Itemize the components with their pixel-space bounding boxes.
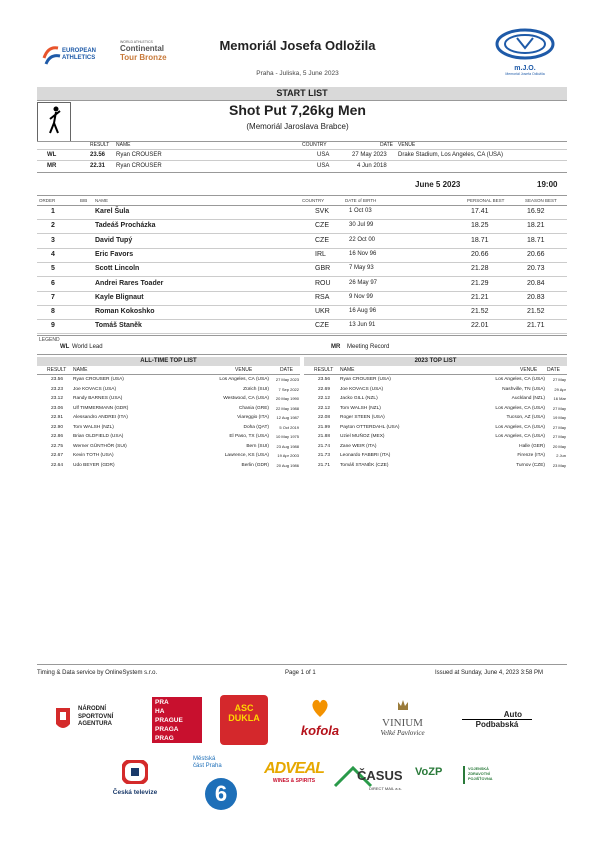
toplist-row (37, 423, 300, 433)
toplist-venue: Los Angeles, CA (USA) (495, 405, 545, 411)
athlete-dob: 7 May 93 (349, 265, 374, 272)
page-title: Memoriál Josefa Odložila (219, 38, 376, 53)
toplist-name: Roger STEEN (USA) (340, 415, 385, 420)
toplist-date: 27 May 2023 (275, 377, 299, 382)
ceska-televize-logo (105, 760, 165, 800)
toplist-date: 27 May (552, 405, 566, 411)
legend-wl-code: WL (60, 344, 70, 350)
toplist-result: 22.64 (51, 462, 64, 468)
toplist-result: 21.73 (318, 453, 331, 458)
toplist-result: 22.75 (51, 443, 64, 449)
toplist-result: 22.69 (318, 386, 331, 392)
toplist-date: 29 Apr (554, 386, 566, 392)
record-name: Ryan CROUSER (116, 152, 162, 158)
praha-logo (152, 697, 202, 743)
athlete-name: David Tupý (95, 236, 133, 244)
yeartop-rows (304, 375, 567, 470)
toplist-venue: Zürich (SUI) (243, 386, 269, 392)
col-bib: BIB (80, 198, 88, 203)
col-country: COUNTRY (302, 198, 325, 203)
alltime-header-venue: VENUE (235, 367, 253, 373)
toplist-name: Zane WEIR (ITA) (340, 443, 377, 449)
lion-icon (52, 704, 74, 734)
asc-text: ASC (234, 703, 254, 713)
toplist-row (304, 394, 567, 404)
athlete-pb: 21.28 (471, 265, 489, 273)
toplist-venue: Los Angeles, CA (USA) (495, 424, 545, 430)
toplist-result: 22.90 (51, 424, 64, 430)
toplist-row (37, 451, 300, 461)
athlete-country: IRL (315, 250, 326, 258)
athlete-dob: 26 May 97 (349, 279, 378, 286)
toplist-row (37, 461, 300, 471)
toplist-venue: Bern (SUI) (246, 443, 269, 449)
record-result: 23.56 (90, 152, 106, 158)
toplist-name: Tom WALSH (NZL) (340, 405, 381, 411)
athlete-row (37, 277, 567, 292)
vinium-text: VINIUM (382, 717, 423, 729)
record-country: USA (317, 163, 330, 169)
praha-line-4: PRAGA (155, 726, 179, 733)
footer-issued: Issued at Sunday, June 4, 2023 3:58 PM (435, 670, 543, 676)
athlete-row (37, 291, 567, 306)
toplist-date: 22 May 1988 (275, 405, 299, 411)
records-header-country: COUNTRY (302, 142, 327, 148)
adveal-text: ADVEAL (264, 760, 324, 777)
vinium-logo (365, 698, 440, 742)
athlete-pb: 18.71 (471, 236, 489, 244)
toplist-date: 27 May (552, 434, 566, 439)
toplist-venue: Auckland (NZL) (511, 396, 545, 401)
athlete-sb: 21.52 (527, 308, 545, 316)
toplist-venue: Lawrence, KS (USA) (224, 453, 269, 458)
toplist-row (37, 375, 300, 385)
yeartop-header-result: RESULT (314, 367, 334, 373)
toplist-name: Tom WALSH (NZL) (73, 424, 114, 430)
toplist-row (304, 423, 567, 433)
toplist-date: 20 May 1990 (275, 396, 299, 401)
athlete-country: GBR (315, 265, 331, 273)
athlete-sb: 20.66 (527, 250, 545, 258)
athlete-sb: 16.92 (527, 208, 545, 215)
ea-logo-text: EUROPEAN ATHLETICS (62, 48, 97, 61)
toplist-name: Uziel MUÑOZ (MEX) (340, 434, 385, 439)
kofola-text: kofola (300, 723, 340, 738)
legend-mr-code: MR (331, 344, 341, 350)
toplist-venue: Doha (QAT) (243, 424, 269, 430)
athlete-order: 1 (51, 208, 55, 215)
mjo-sub-text: Memoriál Josefa Odložila (505, 72, 545, 76)
toplist-date: 7 Sep 2022 (278, 386, 299, 392)
toplist-result: 21.74 (318, 443, 331, 449)
athlete-name: Tadeáš Procházka (95, 222, 156, 230)
alltime-title: ALL-TIME TOP LIST (37, 357, 300, 366)
toplist-date: 27 May (552, 377, 566, 382)
toplist-row (37, 385, 300, 395)
toplist-date: 27 May (552, 424, 566, 430)
toplist-name: Udo BEYER (GDR) (73, 462, 115, 468)
toplist-name: Ryan CROUSER (USA) (340, 377, 391, 382)
toplist-row (304, 442, 567, 452)
athlete-country: CZE (315, 322, 329, 330)
athlete-sb: 20.84 (527, 279, 545, 287)
asc-dukla-logo (220, 695, 268, 745)
athlete-order: 4 (51, 250, 55, 258)
toplist-venue: Los Angeles, CA (USA) (495, 377, 545, 382)
athlete-order: 9 (51, 322, 55, 330)
dukla-text: DUKLA (228, 713, 260, 723)
toplist-name: Joe KOVACS (USA) (340, 386, 384, 392)
yeartop-header-date: DATE (547, 367, 560, 373)
athlete-name: Kayle Blignaut (95, 293, 144, 301)
yeartop-title: 2023 TOP LIST (304, 357, 567, 366)
toplist-result: 23.12 (51, 396, 64, 401)
praha6-number: 6 (205, 778, 237, 810)
toplist-result: 22.12 (318, 405, 331, 411)
vozp-sub-text: VOJENSKÁ ZDRAVOTNÍ POJIŠŤOVNA (468, 767, 493, 781)
col-pb: PERSONAL BEST (467, 198, 505, 203)
toplist-result: 23.56 (318, 377, 331, 382)
toplist-result: 22.12 (318, 396, 331, 401)
praha-line-2: HA (155, 708, 165, 715)
casus-sub-text: DIRECT MAIL a.s. (369, 786, 402, 791)
toplist-venue: Westwood, CA (USA) (223, 396, 269, 401)
record-type: WL (47, 152, 57, 158)
toplist-result: 22.86 (51, 434, 64, 439)
toplist-result: 21.99 (318, 424, 331, 430)
praha6-logo (193, 756, 243, 812)
toplist-row (304, 461, 567, 471)
records-header-date: DATE (380, 142, 393, 148)
toplist-name: Ryan CROUSER (USA) (73, 377, 124, 382)
toplist-row (37, 432, 300, 442)
athlete-row (37, 262, 567, 277)
athlete-country: RSA (315, 293, 330, 301)
athlete-order: 2 (51, 222, 55, 230)
toplist-date: 20 May (552, 443, 566, 449)
adveal-sub-text: WINES & SPIRITS (272, 778, 316, 784)
col-sb: SEASON BEST (525, 198, 557, 203)
toplist-venue: Viareggio (ITA) (237, 415, 269, 420)
toplist-date: 16 Mar (553, 396, 566, 401)
kofola-logo (293, 697, 347, 745)
divider (37, 100, 567, 101)
toplist-name: Joe KOVACS (USA) (73, 386, 117, 392)
alltime-header-result: RESULT (47, 367, 67, 373)
mjo-text: m.J.O. (514, 65, 536, 72)
athlete-pb: 21.29 (471, 279, 489, 287)
toplist-venue: Tucson, AZ (USA) (506, 415, 545, 420)
nsa-text: NÁRODNÍ SPORTOVNÍ AGENTURA (78, 706, 114, 727)
tour-bronze-text: Tour Bronze (120, 53, 167, 62)
toplist-row (304, 451, 567, 461)
toplist-name: Payton OTTERDAHL (USA) (340, 424, 400, 430)
vozp-text: VoZP (415, 766, 443, 778)
toplist-result: 21.88 (318, 434, 331, 439)
athlete-name: Scott Lincoln (95, 265, 140, 273)
toplist-row (37, 404, 300, 414)
casus-logo (333, 762, 405, 796)
col-name: NAME (95, 198, 109, 203)
legend (37, 335, 567, 355)
athlete-sb: 20.73 (527, 265, 545, 273)
athlete-country: CZE (315, 222, 329, 230)
athlete-country: SVK (315, 208, 330, 215)
toplist-venue: Chania (GRE) (238, 405, 269, 411)
toplist-date: 12 Aug 1987 (276, 415, 299, 420)
athlete-pb: 20.66 (471, 250, 489, 258)
athlete-order: 5 (51, 265, 55, 273)
record-row-mr (37, 160, 567, 173)
toplist-venue: Turnov (CZE) (516, 462, 545, 468)
toplist-name: Leonardo FABBRI (ITA) (340, 453, 391, 458)
toplist-row (37, 442, 300, 452)
toplist-row (304, 413, 567, 423)
athlete-name: Eric Favors (95, 250, 134, 258)
yeartop-toplist (304, 357, 567, 470)
athlete-order: 3 (51, 236, 55, 244)
alltime-header-name: NAME (73, 367, 88, 373)
toplist-name: Jacko GILL (NZL) (340, 396, 378, 401)
legend-mr-text: Meeting Record (347, 344, 390, 350)
event-date: June 5 2023 (415, 180, 461, 189)
athlete-dob: 16 Aug 96 (349, 308, 377, 315)
athlete-row (37, 319, 567, 334)
athlete-pb: 17.41 (471, 208, 489, 215)
vinium-sub-text: Velké Pavlovice (380, 729, 425, 737)
athlete-dob: 16 Nov 96 (349, 250, 377, 257)
toplist-venue: Halle (GER) (519, 443, 545, 449)
toplist-result: 23.56 (51, 377, 64, 382)
ct-text: Česká televize (112, 789, 158, 796)
toplist-venue: Berlin (GDR) (241, 462, 269, 468)
toplist-date: 23 May (552, 462, 566, 468)
toplist-result: 22.67 (51, 453, 64, 458)
toplist-row (304, 375, 567, 385)
athlete-row (37, 305, 567, 320)
athlete-row (37, 205, 567, 220)
wa-text: WORLD ATHLETICS (120, 40, 153, 44)
record-result: 22.31 (90, 163, 106, 169)
toplist-venue: Nashville, TN (USA) (502, 386, 545, 392)
record-venue: Drake Stadium, Los Angeles, CA (USA) (398, 152, 504, 158)
athlete-dob: 30 Jul 99 (349, 222, 374, 229)
alltime-toplist (37, 357, 300, 470)
legend-wl-text: World Lead (72, 344, 103, 350)
record-date: 4 Jun 2018 (357, 163, 387, 169)
mjo-emblem-icon (495, 28, 555, 60)
footer-timing: Timing & Data service by OnlineSystem s.r.o. (37, 670, 158, 676)
toplist-venue: El Paso, TX (USA) (229, 434, 269, 439)
toplist-name: Werner GÜNTHÖR (SUI) (73, 443, 127, 449)
yeartop-header-venue: VENUE (520, 367, 538, 373)
athlete-dob: 1 Oct 03 (349, 208, 372, 214)
col-dob: DATE of BIRTH (345, 198, 377, 203)
auto-text: Auto (503, 710, 522, 719)
toplist-result: 21.71 (318, 462, 331, 468)
toplist-result: 22.08 (318, 415, 331, 420)
athlete-dob: 22 Oct 00 (349, 236, 376, 243)
record-country: USA (317, 152, 330, 158)
records-header-name: NAME (116, 142, 131, 148)
toplist-row (304, 385, 567, 395)
adveal-logo (255, 760, 333, 794)
athlete-name: Andrei Rares Toader (95, 279, 164, 287)
athlete-country: ROU (315, 279, 331, 287)
athlete-pb: 21.21 (471, 293, 489, 301)
toplist-row (37, 413, 300, 423)
toplist-name: Tomáš STANĚK (CZE) (340, 462, 389, 468)
toplist-date: 20 Aug 1986 (276, 462, 299, 468)
praha6-text: Městská část Praha (193, 756, 222, 769)
athlete-sb: 18.71 (527, 236, 545, 244)
toplist-row (304, 404, 567, 414)
athlete-row (37, 248, 567, 263)
athlete-dob: 13 Jun 91 (349, 322, 376, 329)
toplist-date: 23 Aug 1988 (276, 443, 299, 449)
athlete-country: UKR (315, 308, 330, 316)
startlist-bar: START LIST (37, 87, 567, 100)
yeartop-header-name: NAME (340, 367, 355, 373)
toplist-result: 22.91 (51, 415, 64, 420)
vozp-logo (415, 766, 505, 786)
athlete-name: Roman Kokoshko (95, 308, 155, 316)
athlete-pb: 22.01 (471, 322, 489, 330)
praha-line-3: PRAGUE (155, 717, 183, 724)
meeting-date-venue: Praha - Juliska, 5 June 2023 (256, 70, 339, 77)
record-name: Ryan CROUSER (116, 163, 162, 169)
records-header-result: RESULT (90, 142, 110, 148)
athlete-sb: 18.21 (527, 222, 545, 230)
kofola-heart-icon (309, 697, 331, 719)
toplist-row (304, 432, 567, 442)
athlete-sb: 20.83 (527, 293, 545, 301)
record-type: MR (47, 163, 57, 169)
athlete-row (37, 234, 567, 249)
continental-text: Continental (120, 44, 164, 53)
praha-line-5: PRAG (155, 735, 174, 742)
athlete-name: Tomáš Staněk (95, 322, 142, 330)
records-header-venue: VENUE (398, 142, 416, 148)
record-date: 27 May 2023 (352, 152, 387, 158)
athlete-order: 7 (51, 293, 55, 301)
toplist-result: 23.06 (51, 405, 64, 411)
alltime-header-date: DATE (280, 367, 293, 373)
toplist-date: 19 Apr 2003 (277, 453, 299, 458)
toplist-name: Ulf TIMMERMANN (GDR) (73, 405, 129, 411)
toplist-date: 10 May 1975 (275, 434, 299, 439)
event-time: 19:00 (537, 180, 558, 189)
auto-podbabska-logo (462, 710, 532, 734)
footer-page: Page 1 of 1 (285, 670, 316, 676)
athlete-country: CZE (315, 236, 329, 244)
toplist-date: 5 Oct 2019 (279, 424, 299, 430)
athlete-pb: 21.52 (471, 308, 489, 316)
toplist-venue: Firenze (ITA) (517, 453, 545, 458)
event-title: Shot Put 7,26kg Men (229, 102, 366, 118)
athlete-order: 8 (51, 308, 55, 316)
crown-icon (396, 698, 410, 712)
toplist-date: 2 Jun (556, 453, 566, 458)
athlete-order: 6 (51, 279, 55, 287)
legend-label: LEGEND (39, 337, 60, 343)
toplist-venue: Los Angeles, CA (USA) (495, 434, 545, 439)
athlete-dob: 9 Nov 99 (349, 293, 374, 300)
casus-text: ČASUS (357, 768, 403, 783)
toplist-row (37, 394, 300, 404)
toplist-date: 19 May (552, 415, 566, 420)
mjo-logo (490, 28, 560, 78)
toplist-name: Randy BARNES (USA) (73, 396, 123, 401)
athlete-pb: 18.25 (471, 222, 489, 230)
podbabska-text: Podbabská (462, 719, 532, 729)
athlete-row (37, 219, 567, 234)
event-subtitle: (Memoriál Jaroslava Brabce) (246, 122, 349, 131)
nsa-logo (52, 702, 132, 738)
ct-icon (122, 760, 148, 784)
footer-divider (37, 664, 567, 665)
toplist-name: Brian OLDFIELD (USA) (73, 434, 124, 439)
toplist-venue: Los Angeles, CA (USA) (219, 377, 269, 382)
toplist-result: 23.23 (51, 386, 64, 392)
athlete-name: Karel Šula (95, 208, 130, 215)
toplist-name: Kevin TOTH (USA) (73, 453, 114, 458)
alltime-rows (37, 375, 300, 470)
praha-line-1: PRA (155, 699, 169, 706)
col-order: ORDER (39, 198, 56, 203)
athlete-sb: 21.71 (527, 322, 545, 330)
toplist-name: Alessandro ANDREI (ITA) (73, 415, 128, 420)
